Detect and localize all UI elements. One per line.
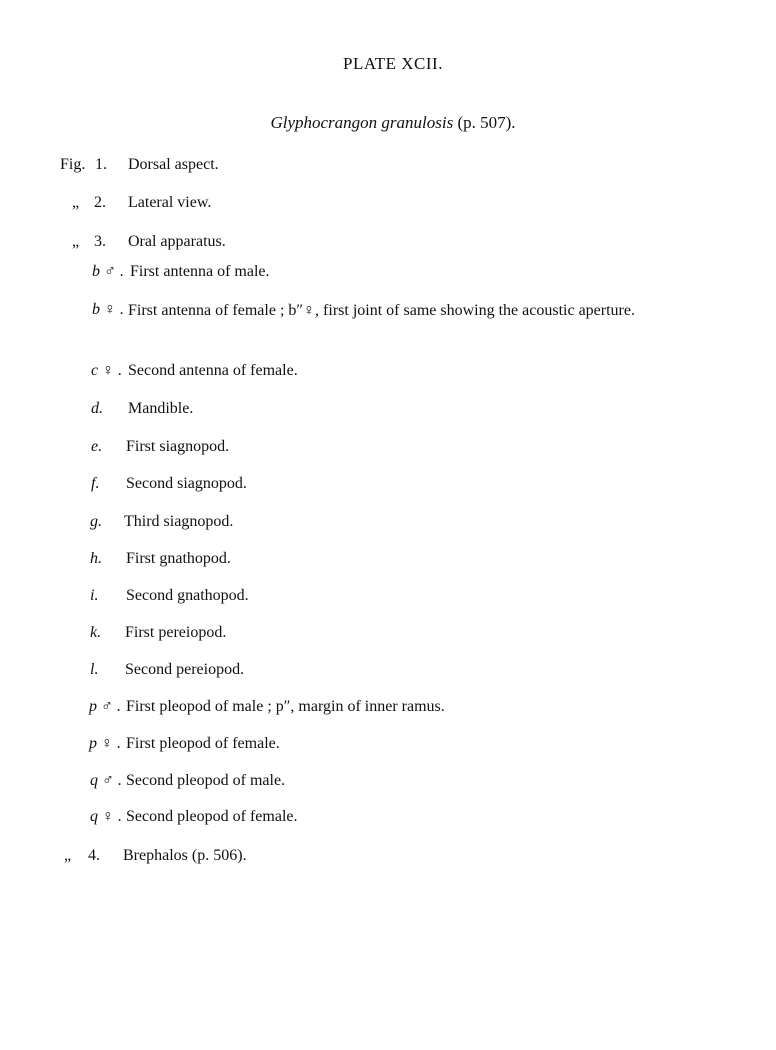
figure-label: p ♀ . <box>89 735 121 752</box>
figure-caption: First pleopod of female. <box>126 735 280 752</box>
figure-caption: Second antenna of female. <box>128 362 298 379</box>
figure-caption: First gnathopod. <box>126 550 231 567</box>
figure-label: k. <box>90 624 102 641</box>
figure-label: b ♂ . <box>92 263 124 280</box>
figure-caption: Second pereiopod. <box>125 661 245 678</box>
figure-label: d. <box>91 400 103 417</box>
figure-label: i. <box>90 587 99 604</box>
figure-caption: First siagnopod. <box>126 438 230 455</box>
figure-caption: First antenna of female ; b″♀, first joint of same showing the acoustic aperture. <box>128 302 635 319</box>
figure-prefix: Fig. <box>60 156 86 173</box>
figure-label: f. <box>91 475 100 492</box>
ditto-mark: „ <box>72 233 80 250</box>
figure-caption: Oral apparatus. <box>128 233 226 250</box>
ditto-mark: „ <box>72 194 80 211</box>
figure-caption: Third siagnopod. <box>124 513 234 530</box>
figure-caption: Second pleopod of female. <box>126 808 298 825</box>
figure-label: 4. <box>88 847 100 864</box>
species-name: Glyphocrangon granulosis <box>270 113 454 132</box>
figure-label: 2. <box>94 194 106 211</box>
figure-caption: First pereiopod. <box>125 624 227 641</box>
figure-label: p ♂ . <box>89 698 121 715</box>
figure-label: b ♀ . <box>92 301 124 318</box>
figure-caption: Second gnathopod. <box>126 587 249 604</box>
figure-caption: Brephalos (p. 506). <box>123 847 247 864</box>
figure-label: l. <box>90 661 99 678</box>
species-heading <box>0 113 776 133</box>
species-page-ref: (p. 507). <box>457 113 516 132</box>
figure-label: 1. <box>95 156 107 173</box>
ditto-mark: „ <box>64 847 72 864</box>
figure-label: c ♀ . <box>91 362 123 379</box>
figure-caption: First pleopod of male ; p″, margin of inner ramus. <box>126 698 445 715</box>
figure-caption: Second pleopod of male. <box>126 772 286 789</box>
figure-label: q ♀ . <box>90 808 122 825</box>
figure-caption: Second siagnopod. <box>126 475 247 492</box>
plate-title: PLATE XCII. <box>343 54 443 73</box>
figure-label: q ♂ . <box>90 772 122 789</box>
figure-caption: Mandible. <box>128 400 194 417</box>
figure-label: h. <box>90 550 102 567</box>
figure-label: e. <box>91 438 103 455</box>
figure-caption: Dorsal aspect. <box>128 156 219 173</box>
figure-caption: Lateral view. <box>128 194 212 211</box>
figure-label: 3. <box>94 233 106 250</box>
figure-label: g. <box>90 513 102 530</box>
figure-caption: First antenna of male. <box>130 263 270 280</box>
